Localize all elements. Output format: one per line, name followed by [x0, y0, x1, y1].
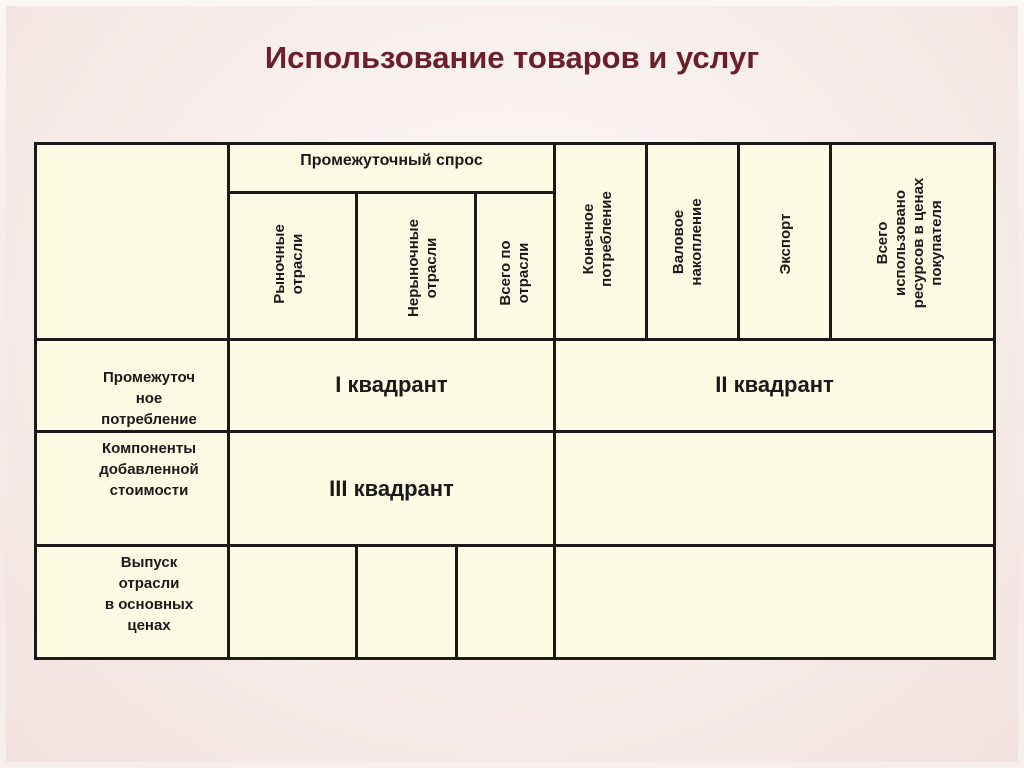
line-col7-header: [829, 142, 832, 338]
header-final-consumption: Конечное потребление: [580, 191, 615, 287]
quadrant-3: III квадрант: [329, 476, 454, 501]
row-output: Выпуск отрасли в основных ценах: [104, 554, 194, 634]
row-intermediate-consumption: Промежуточ ное потребление: [101, 369, 197, 428]
slide-title: Использование товаров и услуг: [264, 40, 760, 75]
quadrant-2: II квадрант: [715, 372, 834, 397]
io-table: [34, 142, 996, 660]
line-col5-header: [645, 142, 648, 338]
line-row1-bottom: [34, 430, 996, 433]
header-export: Экспорт: [777, 213, 794, 275]
header-market-industries: Рыночные отрасли: [271, 224, 306, 304]
quadrant-1: I квадрант: [335, 372, 448, 397]
line-col6-header: [737, 142, 740, 338]
border-bottom: [34, 657, 996, 660]
line-col3-header: [474, 191, 477, 338]
line-col2-output: [355, 544, 358, 660]
line-col4: [553, 142, 556, 660]
border-top: [34, 142, 996, 145]
line-col2-header: [355, 191, 358, 338]
header-total-used: Всего использовано ресурсов в ценах покупателя: [874, 177, 945, 309]
header-nonmarket-industries: Нерыночные отрасли: [405, 219, 440, 317]
line-header-bottom: [34, 338, 996, 341]
border-left: [34, 142, 37, 660]
border-right: [993, 142, 996, 660]
header-intermediate-demand: Промежуточный спрос: [300, 152, 483, 169]
line-header-split: [228, 191, 555, 194]
header-gross-accumulation: Валовое накопление: [670, 198, 705, 286]
line-col3-output: [455, 544, 458, 660]
row-value-added: Компоненты добавленной стоимости: [99, 440, 199, 499]
line-col1: [227, 142, 230, 660]
header-total-by-industries: Всего по отрасли: [497, 240, 532, 306]
line-row2-bottom: [34, 544, 996, 547]
